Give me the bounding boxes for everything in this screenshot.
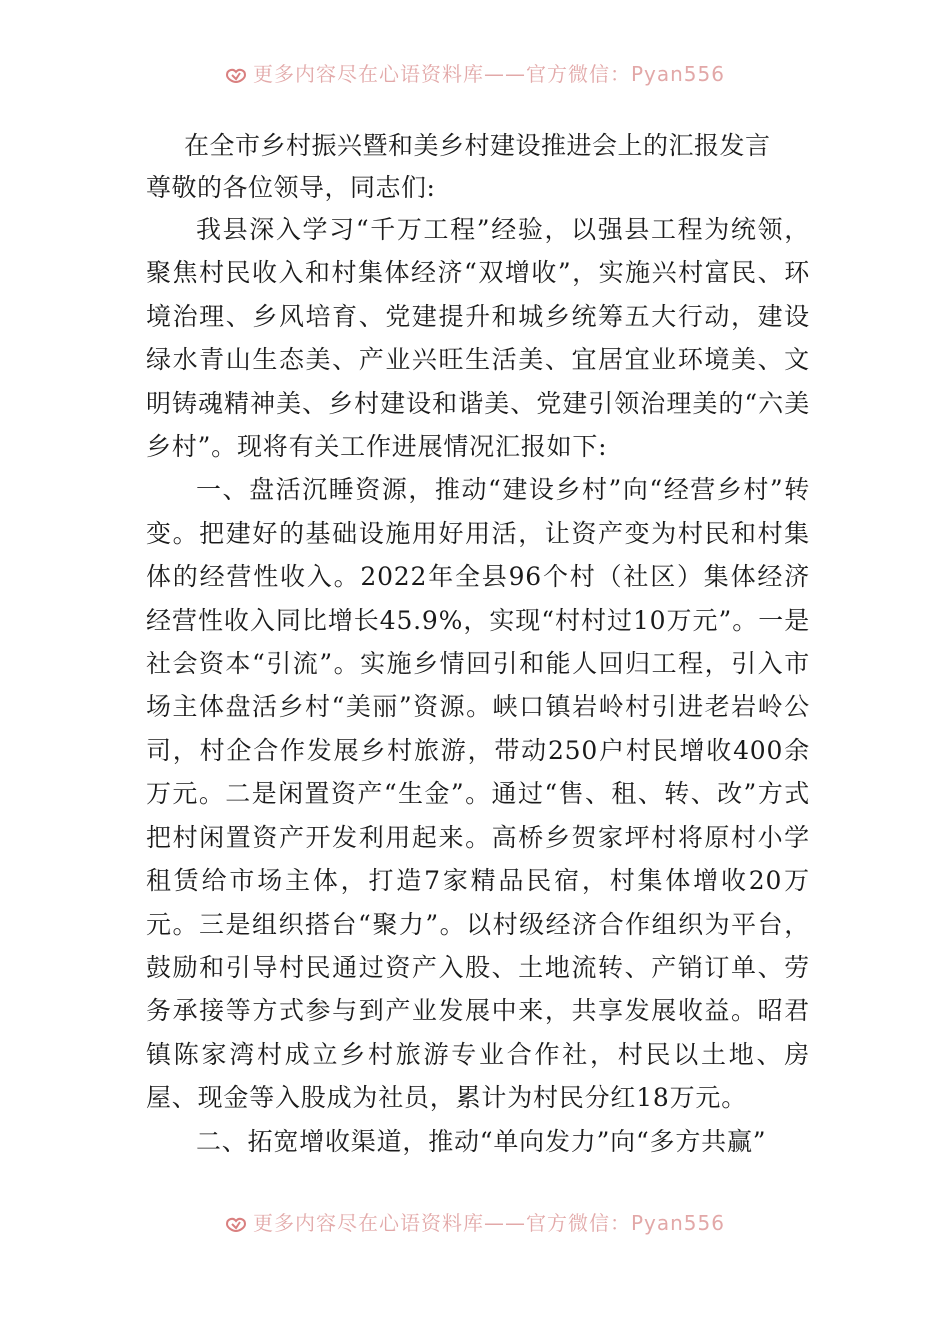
document-body: [146, 124, 810, 1163]
brand-logo-icon: [225, 1216, 247, 1232]
paragraph-section-one: 一、盘活沉睡资源，推动“建设乡村”向“经营乡村”转变。把建好的基础设施用好用活，让资产变为村民和村集体的经营性收入。2022年全县96个村（社区）集体经济经营性收入同比增长45.9%，实现“村村过10万元”。一是社会资本“引流”。实施乡情回引和能人回归工程，引入市场主体盘活乡村“美丽”资源。峡口镇岩岭村引进老岩岭公司，村企合作发展乡村旅游，带动250户村民增收400余万元。二是闲置资产“生金”。通过“售、租、转、改”方式把村闲置资产开发利用起来。高桥乡贺家坪村将原村小学租赁给市场主体，打造7家精品民宿，村集体增收20万元。三是组织搭台“聚力”。以村级经济合作组织为平台，鼓励和引导村民通过资产入股、土地流转、产销订单、劳务承接等方式参与到产业发展中来，共享发展收益。昭君镇陈家湾村成立乡村旅游专业合作社，村民以土地、房屋、现金等入股成为社员，累计为村民分红18万元。: [146, 475, 810, 1113]
greeting: 尊敬的各位领导，同志们:: [146, 173, 436, 202]
header-watermark: [0, 58, 950, 87]
paragraph-section-two: 二、拓宽增收渠道，推动“单向发力”向“多方共赢”: [196, 1126, 767, 1156]
paragraph-intro: 我县深入学习“千万工程”经验，以强县工程为统领，聚焦村民收入和村集体经济“双增收”，实施兴村富民、环境治理、乡风培育、党建提升和城乡统筹五大行动，建设绿水青山生态美、产业兴旺生活美、宜居宜业环境美、文明铸魂精神美、乡村建设和谐美、党建引领治理美的“六美乡村”。现将有关工作进展情况汇报如下:: [146, 215, 810, 462]
footer-watermark: [0, 1207, 950, 1236]
watermark-text: 更多内容尽在心语资料库——官方微信：Pyan556: [252, 62, 725, 86]
watermark-text: 更多内容尽在心语资料库——官方微信：Pyan556: [252, 1211, 725, 1235]
document-title: 在全市乡村振兴暨和美乡村建设推进会上的汇报发言: [184, 131, 771, 160]
brand-logo-icon: [225, 67, 247, 83]
